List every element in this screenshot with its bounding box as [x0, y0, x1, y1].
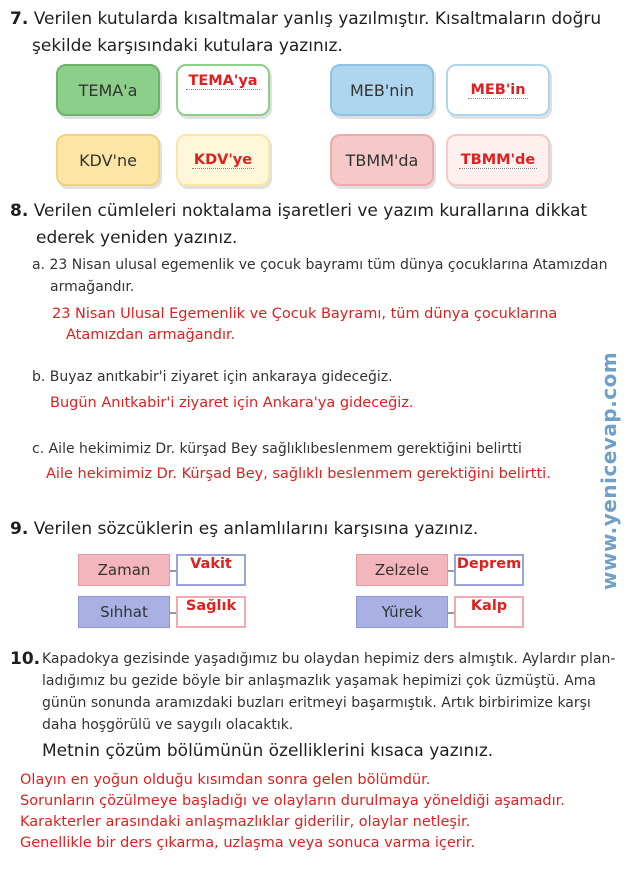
answer-line: Bugün Anıtkabir'i ziyaret için Ankara'ya gideceğiz. — [50, 395, 414, 411]
q7-wrong-text: TEMA'a — [78, 80, 138, 100]
q9-answer-text: Kalp — [470, 598, 508, 614]
q8-item-text: Aile hekimimiz Dr. kürşad Bey sağlıklıbeslenmem gerektiğini belirtti — [48, 441, 522, 457]
paragraph-line: günün sonunda aramızdaki buzları eritmeyi başarmıştık. Artık birbirimize karşı — [42, 695, 591, 711]
q7-answer-box[interactable] — [176, 134, 270, 186]
q8-answer-a — [52, 304, 557, 346]
q8-answer-c — [46, 464, 551, 485]
answer-line: Sorunların çözülmeye başladığı ve olayların durulmaya yöneldiği aşamadır. — [20, 793, 565, 809]
q8-item-label: b. — [32, 369, 46, 385]
answer-line: Olayın en yoğun olduğu kısımdan sonra gelen bölümdür. — [20, 772, 431, 788]
q8-line2: ederek yeniden yazınız. — [36, 228, 238, 248]
q7-wrong-text: TBMM'da — [345, 150, 419, 170]
q9-answer-box[interactable] — [454, 596, 524, 628]
q9-word-text: Zaman — [97, 561, 151, 579]
q7-line2: şekilde karşısındaki kutulara yazınız. — [32, 36, 343, 56]
q8-number: 8. — [10, 201, 29, 221]
paragraph-line: ladığımız bu gezide böyle bir anlaşmazlık yaşamak hepimizi çok üzmüştü. Ama — [42, 673, 596, 689]
site-watermark: www.yenicevap.com — [597, 351, 621, 590]
q7-number: 7. — [10, 9, 29, 29]
q9-number: 9. — [10, 519, 29, 539]
q9-word-text: Sıhhat — [100, 603, 148, 621]
q10-answers — [20, 770, 565, 854]
q10-number: 10. — [10, 649, 41, 669]
q10-question-text: Metnin çözüm bölümünün özelliklerini kısaca yazınız. — [42, 741, 494, 761]
q7-answer-text: TEMA'ya — [188, 72, 258, 89]
q7-line1: Verilen kutularda kısaltmalar yanlış yazılmıştır. Kısaltmaların doğru — [33, 9, 602, 29]
q7-wrong-box — [56, 64, 160, 116]
q8-answer-b — [50, 393, 414, 414]
q8-item-label: c. — [32, 441, 45, 457]
q7-wrong-text: MEB'nin — [349, 80, 414, 100]
q9-text — [10, 516, 478, 543]
q9-answer-box[interactable] — [176, 596, 246, 628]
q7-answer-text: KDV'ye — [193, 151, 253, 168]
q7-text — [10, 6, 601, 60]
q7-answer-box[interactable] — [446, 134, 550, 186]
q9-answer-text: Deprem — [456, 556, 522, 572]
q9-line1: Verilen sözcüklerin eş anlamlılarını karşısına yazınız. — [33, 519, 479, 539]
q8-item-text: Buyaz anıtkabir'i ziyaret için ankaraya gideceğiz. — [49, 369, 393, 385]
q7-answer-text: TBMM'de — [460, 151, 536, 168]
paragraph-line: Kapadokya gezisinde yaşadığımız bu olaydan hepimiz ders almıştık. Aylardır plan- — [42, 651, 616, 667]
q10-number-wrap — [10, 646, 40, 673]
q7-wrong-text: KDV'ne — [79, 150, 137, 170]
q10-question — [42, 738, 493, 765]
q8-item-a — [32, 254, 624, 298]
q7-wrong-box — [330, 64, 434, 116]
q8-line1: Verilen cümleleri noktalama işaretleri ve yazım kurallarına dikkat — [33, 201, 588, 221]
q7-answer-box[interactable] — [176, 64, 270, 116]
q7-wrong-box — [330, 134, 434, 186]
q9-answer-text: Sağlık — [185, 598, 237, 614]
q9-word-text: Zelzele — [374, 561, 430, 579]
answer-line: Aile hekimimiz Dr. Kürşad Bey, sağlıklı beslenmem gerektiğini belirtti. — [46, 466, 551, 482]
q9-word — [356, 554, 448, 586]
q8-text — [10, 198, 587, 252]
paragraph-line: daha hoşgörülü ve saygılı olacaktık. — [42, 717, 294, 733]
q9-word — [78, 554, 170, 586]
answer-line: 23 Nisan Ulusal Egemenlik ve Çocuk Bayramı, tüm dünya çocuklarına — [52, 306, 558, 322]
q9-word — [356, 596, 448, 628]
answer-line: Atamızdan armağandır. — [66, 327, 236, 343]
answer-line: Genellikle bir ders çıkarma, uzlaşma veya sonuca varma içerir. — [20, 835, 476, 851]
q9-word-text: Yürek — [381, 603, 423, 621]
q8-item-c — [32, 438, 522, 460]
answer-line: Karakterler arasındaki anlaşmazlıklar giderilir, olaylar netleşir. — [20, 814, 471, 830]
q7-wrong-box — [56, 134, 160, 186]
q9-answer-text: Vakit — [190, 556, 232, 572]
q9-word — [78, 596, 170, 628]
q8-item-label: a. — [32, 257, 46, 273]
q9-answer-box[interactable] — [454, 554, 524, 586]
q8-item-text: armağandır. — [50, 279, 135, 295]
q7-answer-box[interactable] — [446, 64, 550, 116]
q8-item-b — [32, 366, 393, 388]
q8-item-text: 23 Nisan ulusal egemenlik ve çocuk bayramı tüm dünya çocuklarına Atamızdan — [49, 257, 608, 273]
q7-answer-text: MEB'in — [470, 81, 526, 98]
q10-paragraph — [42, 648, 620, 736]
q9-answer-box[interactable] — [176, 554, 246, 586]
